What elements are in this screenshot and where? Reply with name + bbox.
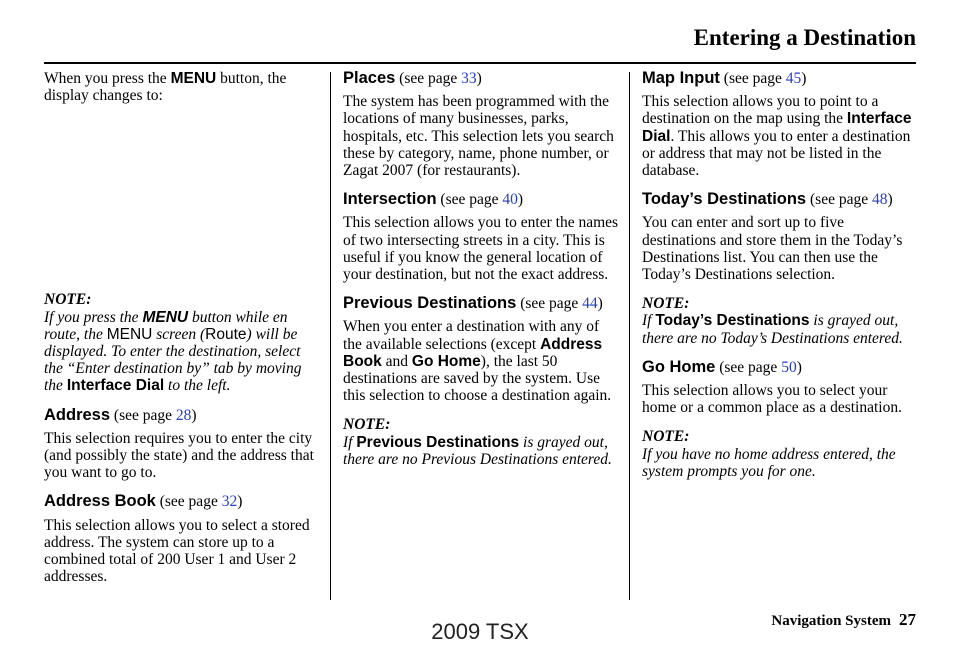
column-divider — [629, 72, 630, 600]
previous-destinations-body: When you enter a destination with any of the available selections (except Address Book and Go Home), the last 50 destinations are saved by the system. Use this selection to choose a destination again. — [343, 318, 612, 405]
page-link[interactable]: 28 — [175, 406, 192, 424]
go-home-body: This selection allows you to select your home or a common place as a destination. — [642, 382, 902, 417]
column-divider — [330, 72, 331, 600]
column-right — [642, 70, 918, 492]
note-text: If you press the MENU button while en route, the MENU screen (Route) will be displayed. To enter the destination, select the “Enter destination by” tab by moving the Interface Dial to the left. — [44, 308, 302, 395]
note-label: NOTE: — [642, 428, 690, 446]
section-heading-previous-destinations: Previous Destinations (see page 44) — [343, 294, 603, 313]
page-link[interactable]: 48 — [871, 191, 888, 209]
section-heading-go-home: Go Home (see page 50) — [642, 357, 802, 376]
page-number: 27 — [899, 610, 916, 629]
page-title: Entering a Destination — [693, 25, 916, 50]
places-body: The system has been programmed with the locations of many businesses, parks, hospitals, etc. This selection lets you search these by category, name, phone number, or Zagat 2007 (for restaurants). — [343, 93, 614, 180]
column-left — [44, 70, 320, 597]
intro-paragraph: When you press the MENU button, the display changes to: — [44, 70, 287, 105]
page-link[interactable]: 33 — [461, 70, 477, 87]
watermark: 2009 TSX — [431, 619, 529, 644]
note-label: NOTE: — [44, 291, 92, 309]
page-link[interactable]: 40 — [502, 191, 518, 209]
note-text: If you have no home address entered, the system prompts you for one. — [642, 445, 896, 480]
todays-destinations-body: You can enter and sort up to five destinations and store them in the Today’s Destinations list. You can then use the Today’s Destinations selection. — [642, 214, 903, 284]
page-link[interactable]: 50 — [781, 358, 797, 376]
note-text: If Previous Destinations is grayed out, there are no Previous Destinations entered. — [343, 433, 612, 468]
footer-section: Navigation System — [771, 613, 891, 629]
note-text: If Today’s Destinations is grayed out, there are no Today’s Destinations entered. — [642, 312, 903, 347]
page-link[interactable]: 44 — [582, 295, 598, 313]
section-heading-todays-destinations: Today’s Destinations (see page 48) — [642, 190, 893, 209]
address-body: This selection requires you to enter the city (and possibly the state) and the address that you want to go to. — [44, 429, 314, 482]
section-heading-address-book: Address Book (see page 32) — [44, 492, 243, 511]
page-link[interactable]: 32 — [221, 493, 238, 511]
screen-image-placeholder — [44, 116, 320, 291]
address-book-body: This selection allows you to select a stored address. The system can store up to a combined total of 200 User 1 and User 2 addresses. — [44, 516, 310, 586]
map-input-body: This selection allows you to point to a destination on the map using the Interface Dial. This allows you to enter a destination or address that may not be listed in the database. — [642, 93, 912, 180]
section-heading-places: Places (see page 33) — [343, 69, 482, 87]
section-heading-intersection: Intersection (see page 40) — [343, 190, 524, 209]
header-rule — [44, 62, 916, 64]
page-link[interactable]: 45 — [785, 70, 802, 87]
column-middle — [343, 70, 619, 480]
section-heading-map-input: Map Input (see page 45) — [642, 69, 807, 87]
note-label: NOTE: — [343, 416, 391, 434]
section-heading-address: Address (see page 28) — [44, 405, 197, 424]
intersection-body: This selection allows you to enter the names of two intersecting streets in a city. This is useful if you know the general location of your destination, but not the exact address. — [343, 214, 619, 284]
note-label: NOTE: — [642, 295, 690, 313]
